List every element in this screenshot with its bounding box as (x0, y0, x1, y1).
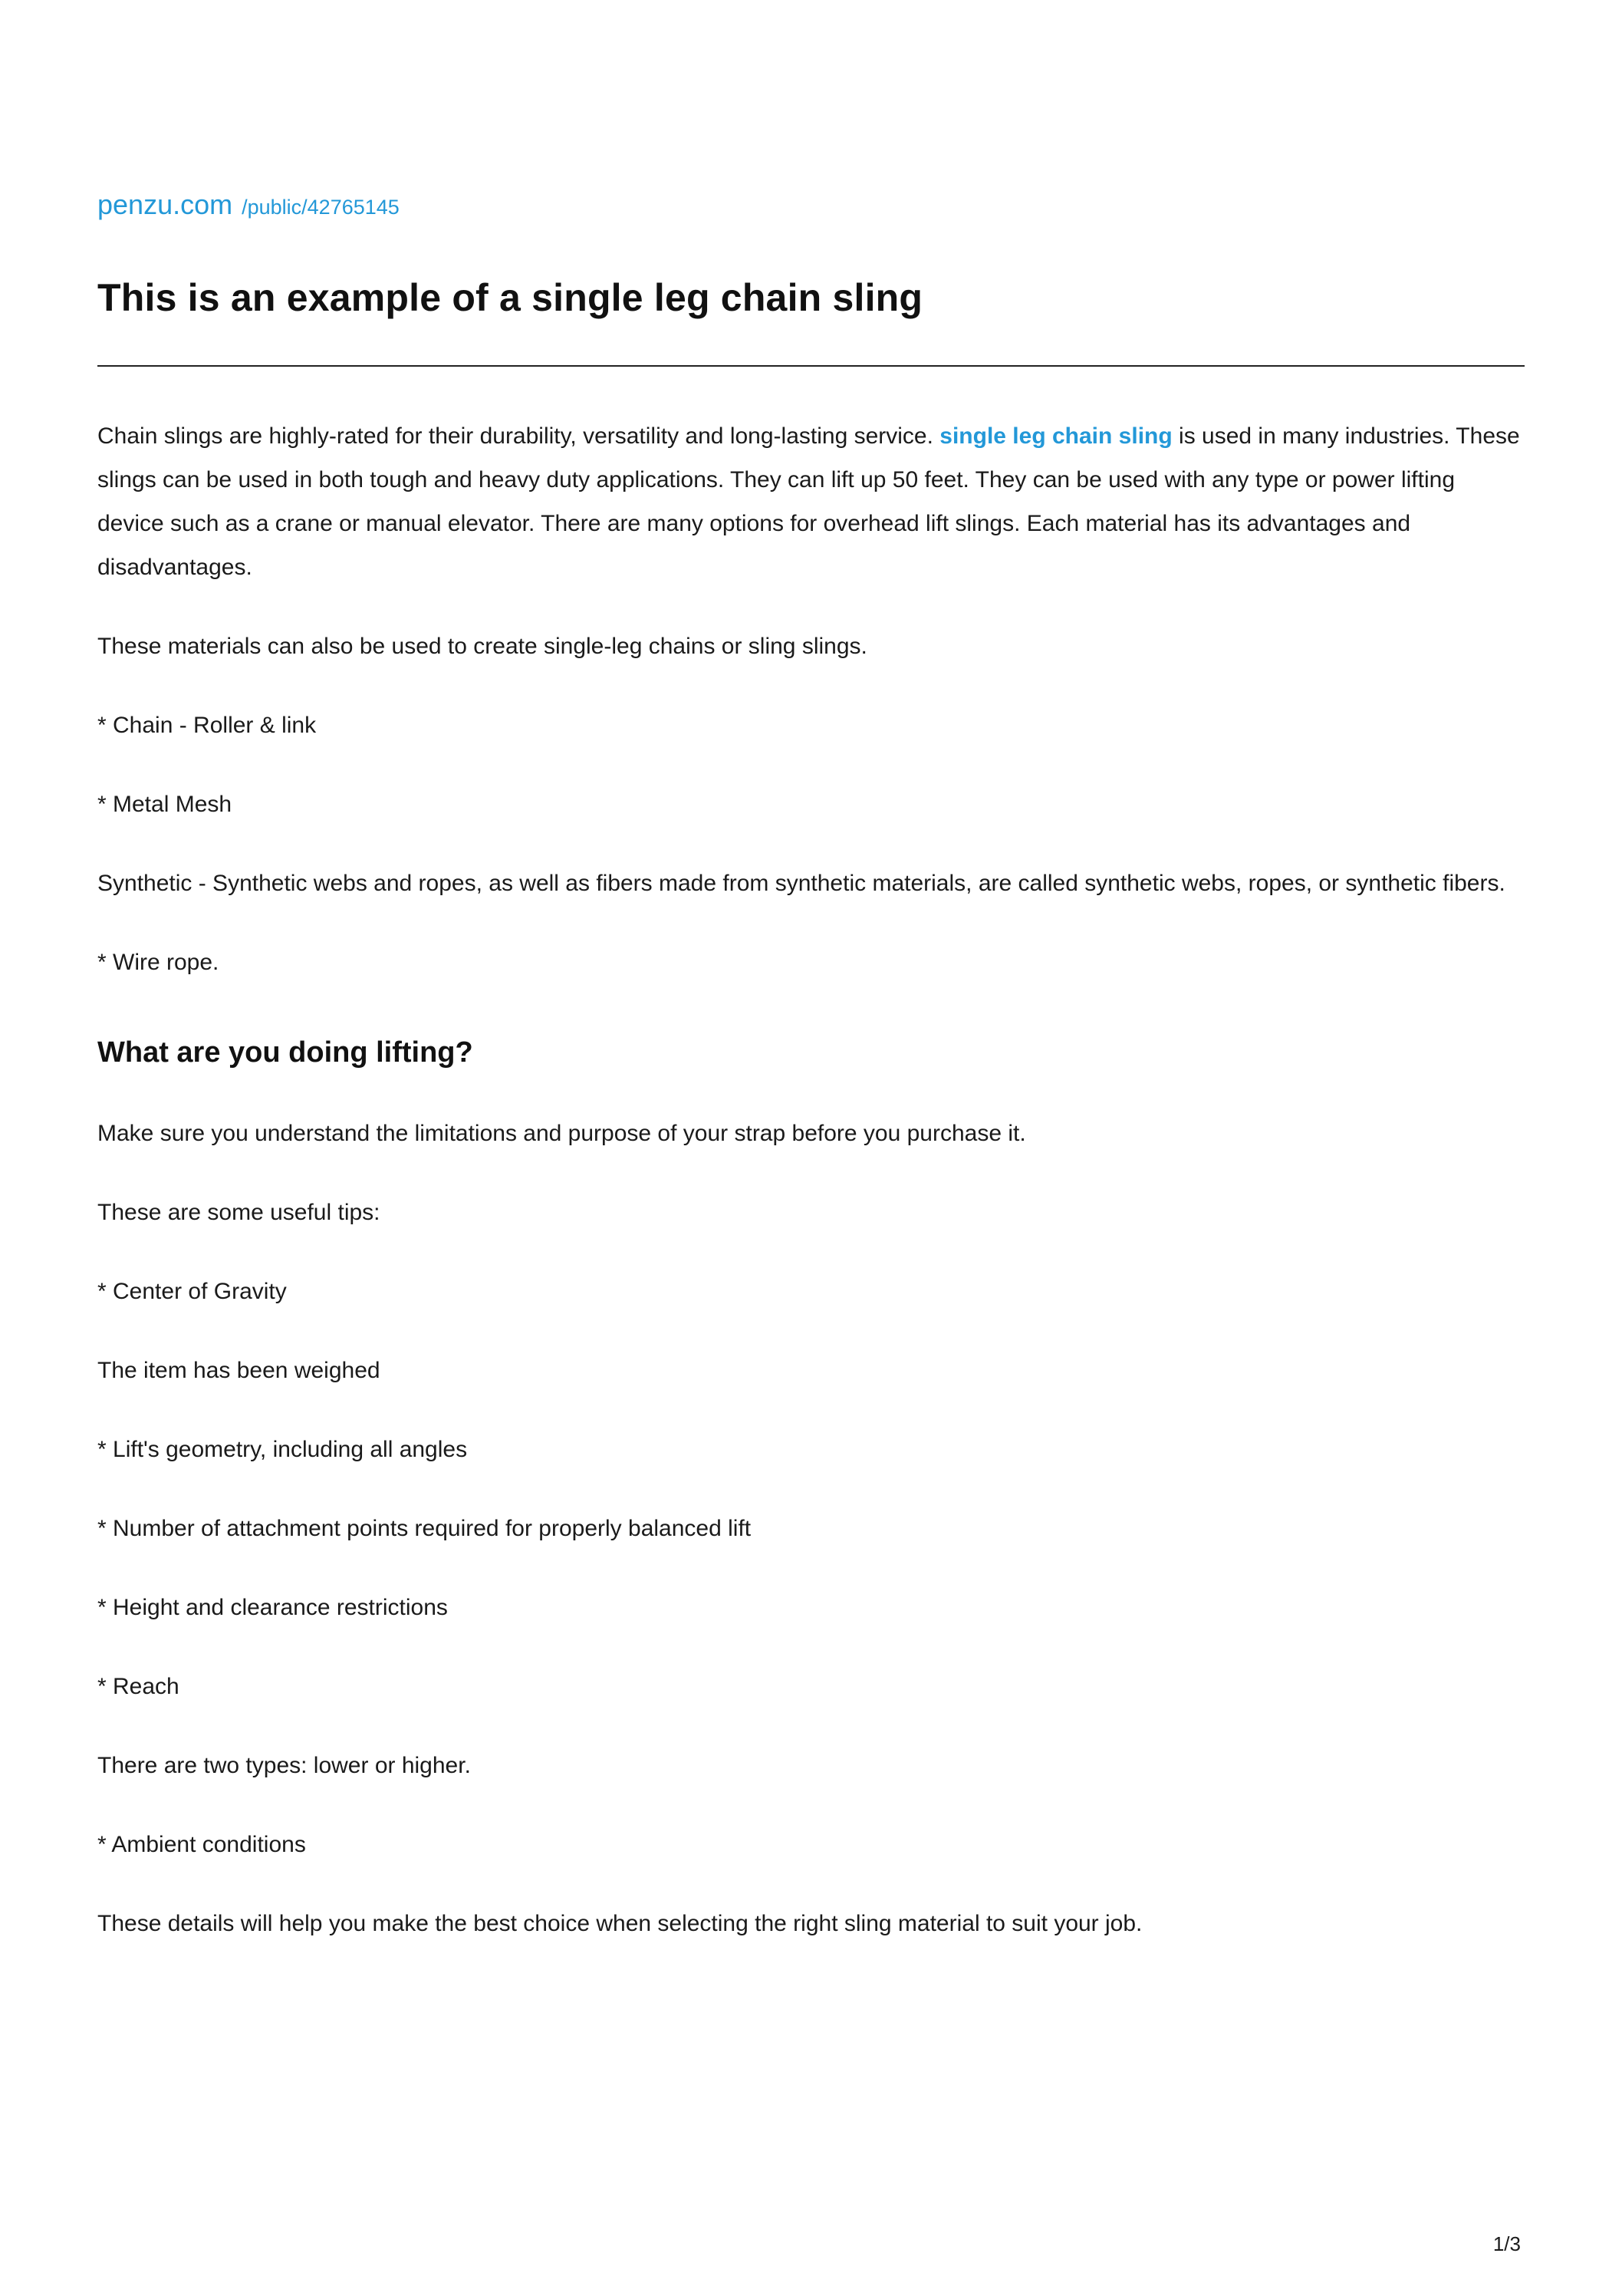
site-path: /public/42765145 (242, 196, 400, 219)
site-link[interactable]: penzu.com (97, 189, 233, 220)
paragraph: Make sure you understand the limitations and purpose of your strap before you purchase it. (97, 1120, 1026, 1146)
intro-text-before: Chain slings are highly-rated for their durability, versatility and long-lasting service. (97, 423, 940, 449)
paragraph: * Wire rope. (97, 950, 219, 975)
paragraph: * Ambient conditions (97, 1831, 306, 1857)
paragraph: * Center of Gravity (97, 1278, 287, 1304)
paragraph: * Number of attachment points required for properly balanced lift (97, 1515, 752, 1541)
section-heading: What are you doing lifting? (97, 1036, 473, 1069)
paragraph: These details will help you make the best choice when selecting the right sling material to suit your job. (97, 1910, 1143, 1936)
materials-section (97, 624, 1525, 984)
source-line (97, 189, 1525, 221)
paragraph: * Height and clearance restrictions (97, 1594, 448, 1620)
intro-text-after: is used in many industries. These slings can be used in both tough and heavy duty applications. They can lift up 50 feet. They can be used with any type or power lifting device such as a crane or manual elevator. There are many options for overhead lift slings. Each material has its advantages and disadvantages. (97, 423, 1520, 580)
paragraph: These are some useful tips: (97, 1199, 380, 1225)
paragraph: * Reach (97, 1673, 179, 1699)
paragraph: Synthetic - Synthetic webs and ropes, as well as fibers made from synthetic materials, are called synthetic webs, ropes, or synthetic fibers. (97, 871, 1505, 896)
lifting-section (97, 1112, 1525, 1945)
paragraph: The item has been weighed (97, 1357, 380, 1383)
article-title: This is an example of a single leg chain sling (97, 276, 923, 319)
paragraph: * Chain - Roller & link (97, 713, 317, 738)
paragraph: * Lift's geometry, including all angles (97, 1436, 468, 1462)
title-divider (97, 365, 1525, 367)
paragraph: * Metal Mesh (97, 792, 232, 817)
page-number: 1/3 (1492, 2232, 1521, 2255)
single-leg-chain-sling-link[interactable]: single leg chain sling (939, 423, 1173, 449)
paragraph: There are two types: lower or higher. (97, 1752, 471, 1778)
intro-paragraph (97, 414, 1525, 589)
paragraph: These materials can also be used to create single-leg chains or sling slings. (97, 634, 867, 659)
